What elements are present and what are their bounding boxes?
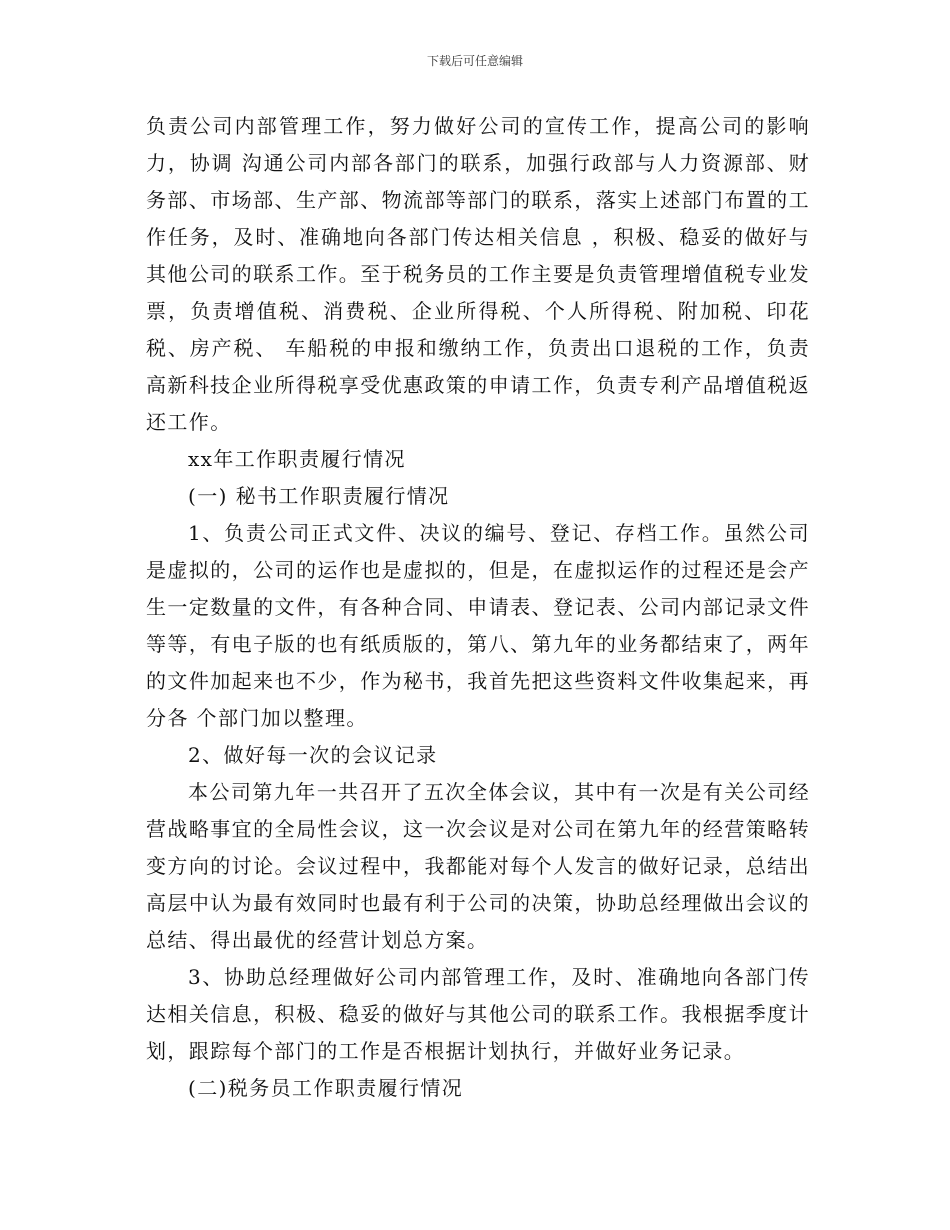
paragraph-meeting-records: 本公司第九年一共召开了五次全体会议，其中有一次是有关公司经营战略事宜的全局性会议，这一次会议是对公司在第九年的经营策略转变方向的讨论。会议过程中，我都能对每个人发言的做好记录，总结出高层中认为最有效同时也最有利于公司的决策，协助总经理做出会议的总结、得出最优的经营计划总方案。 [146,780,810,952]
paragraph-item-3-management: 3、协助总经理做好公司内部管理工作，及时、准确地向各部门传达相关信息，积极、稳妥的做好与其他公司的联系工作。我根据季度计划，跟踪每个部门的工作是否根据计划执行，并做好业务记录。 [146,965,810,1063]
item-heading-2-meeting-records: 2、做好每一次的会议记录 [188,743,438,767]
paragraph-item-1-documents: 1、负责公司正式文件、决议的编号、登记、存档工作。虽然公司是虚拟的，公司的运作也是虚拟的，但是，在虚拟运作的过程还是会产生一定数量的文件，有各种合同、申请表、登记表、公司内部记录文件等等，有电子版的也有纸质版的，第八、第九年的业务都结束了，两年的文件加起来也不少，作为秘书，我首先把这些资料文件收集起来，再分各 个部门加以整理。 [146,521,810,730]
subsection-heading-tax-officer: (二)税务员工作职责履行情况 [188,1076,464,1100]
paragraph-duties-overview: 负责公司内部管理工作，努力做好公司的宣传工作，提高公司的影响力，协调 沟通公司内部各部门的联系，加强行政部与人力资源部、财务部、市场部、生产部、物流部等部门的联系，落实上述部门布置的工作任务，及时、准确地向各部门传达相关信息 ，积极、稳妥的做好与其他公司的联系工作。至于税务员的工作主要是负责管理增值税专业发票，负责增值税、消费税、企业所得税、个人所得税、附加税、印花税、房产税、 车船税的申报和缴纳工作，负责出口退税的工作，负责高新科技企业所得税享受优惠政策的申请工作，负责专利产品增值税返还工作。 [146,114,810,434]
section-heading-annual-duties: xx年工作职责履行情况 [188,447,406,471]
document-body [146,108,810,1107]
subsection-heading-secretary: (一) 秘书工作职责履行情况 [188,484,450,508]
page-header-note: 下载后可任意编辑 [426,54,523,68]
